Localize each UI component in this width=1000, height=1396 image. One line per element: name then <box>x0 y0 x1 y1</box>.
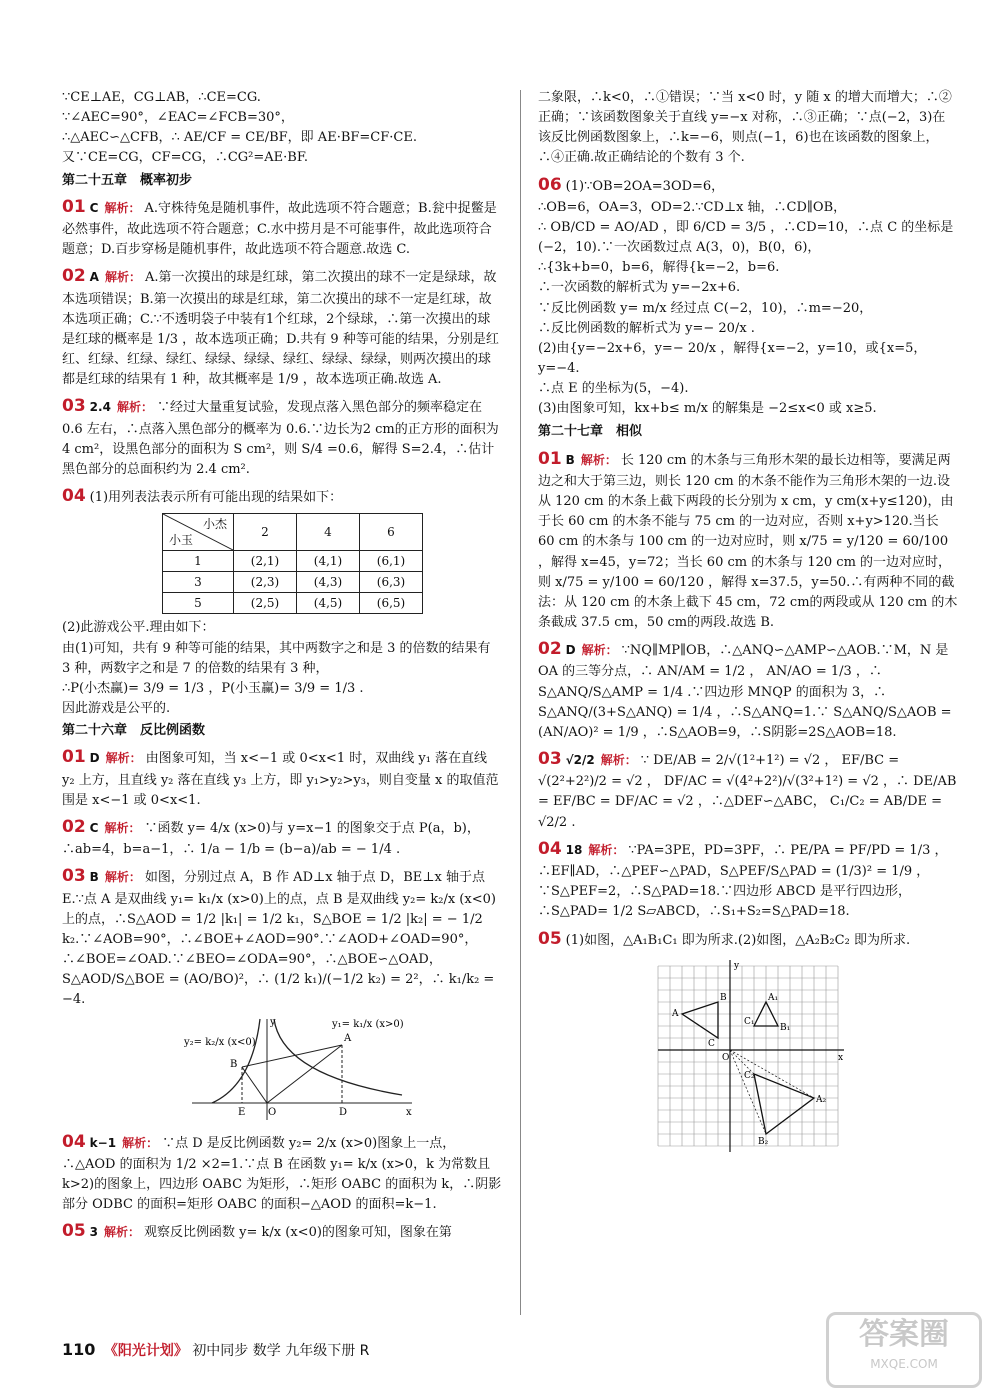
solution-line: (2)由{y=−2x+6，y=− 20/x ，解得{x=−2，y=10，或{x=5，y=−4. <box>538 340 927 377</box>
table-cell: (6,3) <box>360 572 423 593</box>
question-number: 02 <box>62 266 86 287</box>
answer: D <box>89 751 100 766</box>
solution-text: A.守株待兔是随机事件，故此选项不符合题意；B.瓮中捉鳖是必然事件，故此选项不符合题意；C.水中捞月是不可能事件，故此选项符合题意；D.百步穿杨是随机事件，故此选项不符合题意.故选 C. <box>62 200 497 258</box>
analysis-label: 解析： <box>104 200 141 215</box>
question-25-04 <box>62 483 502 509</box>
origin-label: O <box>268 1106 277 1118</box>
point-A-label: A <box>344 1032 352 1044</box>
y-axis-label: y <box>734 960 740 971</box>
question-26-05 <box>62 1218 502 1244</box>
origin-label: O <box>722 1052 730 1063</box>
x-axis-label: x <box>406 1106 412 1118</box>
q5-continued: 二象限，∴k<0，∴①错误；∵当 x<0 时，y 随 x 的增大而增大；∴②正确；∵该函数图象关于直线 y=−x 对称，∴③正确；∵点(−2，3)在该反比例函数图象上，∴k=−6，则点(−1，6)也在该函数的图象上，∴④正确.故正确结论的个数有 3 个. <box>538 90 952 166</box>
solution-text: 长 120 cm 的木条与三角形木架的最长边相等，要满足两边之和大于第三边，则长 120 cm 的木条不能作为三角形木架的一边.设从 120 cm 的木条上截下两段的长分别为 x cm，y cm(x+y≤120)，由于长 60 cm 的木条不能与 75 cm 的一边对应，否则 x+y>120.当长 60 cm 的木条与 100 cm 的一边对应时，则 x/75 = y/120 = 60/100 ，解得 x=45，y=72；当长 60 cm 的木条与 120 cm 的一边对应时，则 x/75 = y/100 = 60/120 ，解得 x=37.5，y=50.∴有两种不同的截法：从 120 cm 的木条上截下 45 cm，72 cm的两段或从 120 cm 的木条截成 37.5 cm，50 cm的两段.故选 B. <box>538 452 958 630</box>
solution-line: ∴{3k+b=0，b=6，解得{k=−2，b=6. <box>538 260 780 276</box>
grid-lines <box>658 966 838 1146</box>
answer: B <box>565 452 575 467</box>
solution-line: (1)∵OB=2OA=3OD=6， <box>565 178 725 194</box>
point-A1-label: A₁ <box>768 992 779 1003</box>
answer: C <box>89 820 99 835</box>
analysis-label: 解析： <box>581 643 618 658</box>
question-number: 01 <box>62 196 86 217</box>
solution-line: (3)由图象可知，kx+b≤ m/x 的解集是 −2≤x<0 或 x≥5. <box>538 401 877 417</box>
column-header: 4 <box>297 514 360 551</box>
watermark-url: MXQE.COM <box>870 1357 938 1371</box>
question-number: 01 <box>62 747 86 768</box>
table-cell: (4,1) <box>297 551 360 572</box>
analysis-label: 解析： <box>105 751 142 766</box>
right-column <box>538 88 958 1156</box>
corner-top-label: 小杰 <box>202 517 227 532</box>
table-cell: (6,5) <box>360 593 423 614</box>
table-cell: (6,1) <box>360 551 423 572</box>
point-B1-label: B₁ <box>780 1022 791 1033</box>
left-column <box>62 88 502 1248</box>
question-25-01 <box>62 194 502 261</box>
point-B-label: B <box>230 1058 238 1070</box>
brand-name: 《阳光计划》 <box>103 1343 188 1359</box>
column-header: 2 <box>234 514 297 551</box>
answer: D <box>565 643 576 658</box>
intro-line: ∵CE⊥AE，CG⊥AB，∴CE=CG. <box>62 90 261 105</box>
solution-text: A.第一次摸出的球是红球，第二次摸出的球不一定是绿球，故本选项错误；B.第一次摸出的球是红球，第二次摸出的球不一定是红球，故本选项正确；C.∵不透明袋子中装有1个红球，2个绿球，∴第一次摸出的球是红球的概率是 1/3 ，故本选项正确；D.共有 9 种等可能的结果，分别是红红、红绿、红绿、绿红、绿绿、绿绿、绿红、绿绿、绿绿，则两次摸出的球都是红球的结果有 1 种，故其概率是 1/9 ，故本选项正确.故选 A. <box>62 270 499 388</box>
solution-line: ∵反比例函数 y= m/x 经过点 C(−2，10)，∴m=−20， <box>538 300 873 316</box>
question-number: 04 <box>62 1131 86 1152</box>
answer: 3 <box>89 1225 99 1240</box>
answer: C <box>89 200 99 215</box>
point-C-label: C <box>708 1038 715 1049</box>
analysis-label: 解析： <box>104 1225 141 1240</box>
chapter-26-heading: 第二十六章 反比例函数 <box>62 723 206 739</box>
solution-text: (1)如图，△A₁B₁C₁ 即为所求.(2)如图，△A₂B₂C₂ 即为所求. <box>565 932 911 948</box>
solution-text: ∵ DE/AB = 2/√(1²+1²) = √2 ， EF/BC = √(2²+2²)/2 = √2 ， DF/AC = √(4²+2²)/√(3²+1²) = √2 ，∴ DE/AB = EF/BC = DF/AC = √2 ，∴△DEF∽△ABC， C₁/C₂ = AB/DE = √2/2 . <box>538 752 957 830</box>
corner-bottom-label: 小玉 <box>169 532 194 547</box>
column-header: 6 <box>360 514 423 551</box>
table-cell: (4,5) <box>297 593 360 614</box>
question-26-03 <box>62 863 502 1010</box>
table-row <box>163 551 423 572</box>
point-C1-label: C₁ <box>744 1016 755 1027</box>
solution-text: 观察反比例函数 y= k/x (x<0)的图象可知，图象在第 <box>144 1225 452 1241</box>
analysis-label: 解析： <box>116 400 153 415</box>
dilation-rays <box>730 1050 814 1134</box>
question-26-02 <box>62 814 502 860</box>
q4-line: 因此游戏是公平的. <box>62 701 171 717</box>
question-number: 04 <box>62 486 86 507</box>
solution-line: ∴OB=6，OA=3，OD=2.∵CD⊥x 轴，∴CD∥OB， <box>538 199 847 215</box>
analysis-label: 解析： <box>600 752 637 767</box>
q4-line: 由(1)可知，共有 9 种等可能的结果，其中两数字之和是 3 的倍数的结果有 3 种，两数字之和是 7 的倍数的结果有 3 种， <box>62 640 491 676</box>
point-A2-label: A₂ <box>816 1094 827 1105</box>
solution-line: ∴点 E 的坐标为(5，−4). <box>538 381 689 397</box>
analysis-label: 解析： <box>104 870 141 885</box>
page-footer <box>62 1338 369 1363</box>
table-corner-cell <box>163 514 234 551</box>
intro-line: ∴△AEC∽△CFB，∴ AE/CF = CE/BF，即 AE·BF=CF·CE. <box>62 130 417 146</box>
row-header: 5 <box>163 593 234 614</box>
point-A-label: A <box>672 1008 679 1019</box>
question-26-01 <box>62 744 502 811</box>
table-cell: (2,3) <box>234 572 297 593</box>
table-cell: (2,1) <box>234 551 297 572</box>
solution-line: ∴反比例函数的解析式为 y=− 20/x . <box>538 320 755 336</box>
triangle-ABC <box>682 1002 718 1038</box>
question-number: 03 <box>62 396 86 417</box>
question-25-03 <box>62 393 502 480</box>
point-C2-label: C₂ <box>744 1070 755 1081</box>
grid-figure <box>648 956 848 1156</box>
triangle-A2B2C2 <box>754 1074 814 1134</box>
solution-text: ∵经过大量重复试验，发现点落入黑色部分的频率稳定在 0.6 左右，∴点落入黑色部分的概率为 0.6.∵边长为2 cm的正方形的面积为 4 cm²，设黑色部分的面积为 S cm²，则 S/4 =0.6，解得 S=2.4，∴估计黑色部分的总面积约为 2.4 cm². <box>62 400 499 477</box>
answer: A <box>89 270 99 285</box>
analysis-label: 解析： <box>122 1135 159 1150</box>
question-27-02 <box>538 636 958 743</box>
solution-text: 由图象可知，当 x<−1 或 0<x<1 时，双曲线 y₁ 落在直线 y₂ 上方，且直线 y₂ 落在直线 y₃ 上方，即 y₁>y₂>y₃，则自变量 x 的取值范围是 x<−1 或 0<x<1. <box>62 751 499 808</box>
watermark-text: 答案圈 <box>859 1317 949 1352</box>
row-header: 3 <box>163 572 234 593</box>
analysis-label: 解析： <box>580 452 617 467</box>
column-divider <box>520 90 521 1315</box>
point-D-label: D <box>339 1106 348 1118</box>
question-number: 05 <box>62 1221 86 1242</box>
solution-line: ∴ OB/CD = AO/AD ，即 6/CD = 3/5 ，∴CD=10，∴点 C 的坐标是(−2，10).∵一次函数过点 A(3，0)，B(0，6)， <box>538 220 954 256</box>
point-B2-label: B₂ <box>758 1136 769 1147</box>
table-cell: (4,3) <box>297 572 360 593</box>
y-axis-label: y <box>270 1016 276 1028</box>
left-curve-label: y₂= k₂/x (x<0) <box>184 1036 256 1048</box>
solution-text: ∵PA=3PE，PD=3PF，∴ PE/PA = PF/PD = 1/3 ，∴EF∥AD，∴△PEF∽△PAD，S△PEF/S△PAD = (1/3)² = 1/9 ，∵S△PEF=2，∴S△PAD=18.∵四边形 ABCD 是平行四边形，∴S△PAD= 1/2 S▱ABCD，∴S₁+S₂=S△PAD=18. <box>538 842 948 920</box>
question-number: 01 <box>538 448 562 469</box>
book-title: 初中同步 数学 九年级下册 R <box>192 1343 370 1359</box>
q4-line: (2)此游戏公平.理由如下： <box>62 620 215 636</box>
answer: 2.4 <box>89 400 111 415</box>
question-number: 06 <box>538 174 562 195</box>
answer: B <box>89 870 99 885</box>
solution-text: ∵点 D 是反比例函数 y₂= 2/x (x>0)图象上一点，∴△AOD 的面积为 1/2 ×2=1.∵点 B 在函数 y₁= k/x (x>0，k 为常数且 k>2)的图象上，四边形 OABC 为矩形，∴矩形 OABC 的面积为 k，∴阴影部分 ODBC 的面积=矩形 OABC 的面积−△AOD 的面积=k−1. <box>62 1135 502 1213</box>
solution-text: 如图，分别过点 A，B 作 AD⊥x 轴于点 D，BE⊥x 轴于点 E.∵点 A 是双曲线 y₁= k₁/x (x>0)上的点，点 B 是双曲线 y₂= k₂/x (x<0)上的点，∴S△AOD = 1/2 |k₁| = 1/2 k₁，S△BOE = 1/2 |k₂| = − 1/2 k₂.∵∠AOB=90°，∴∠BOE+∠AOD=90°.∵∠AOD+∠OAD=90°，∴∠BOE=∠OAD.∵∠BEO=∠ODA=90°，∴△BOE∽△OAD，S△AOD/S△BOE = (AO/BO)²，∴ (1/2 k₁)/(−1/2 k₂) = 2²，∴ k₁/k₂ = −4. <box>62 870 496 1008</box>
question-27-05 <box>538 926 958 952</box>
page-number: 110 <box>62 1340 96 1359</box>
watermark-logo <box>826 1312 982 1388</box>
q4-line: ∴P(小杰赢)= 3/9 = 1/3 ，P(小玉赢)= 3/9 = 1/3 . <box>62 680 364 696</box>
solution-line: ∴一次函数的解析式为 y=−2x+6. <box>538 280 741 296</box>
row-header: 1 <box>163 551 234 572</box>
solution-text: (1)用列表法表示所有可能出现的结果如下： <box>89 490 343 506</box>
analysis-label: 解析： <box>588 842 625 857</box>
right-curve-label: y₁= k₁/x (x>0) <box>332 1018 404 1030</box>
table-row <box>163 593 423 614</box>
x-axis-label: x <box>838 1052 844 1063</box>
solution-text: ∵NQ∥MP∥OB，∴△ANQ∽△AMP∽△AOB.∵M，N 是 OA 的三等分点，∴ AN/AM = 1/2 ， AN/AO = 1/3 ，∴ S△ANQ/S△AMP = 1/4 .∵四边形 MNQP 的面积为 3，∴ S△ANQ/(3+S△ANQ) = 1/4 ，∴S△ANQ=1.∵ S△ANQ/S△AOB = (AN/AO)² = 1/9 ，∴S△AOB=9，∴S阴影=2S△AOB=18. <box>538 643 952 740</box>
chapter-25-heading: 第二十五章 概率初步 <box>62 172 193 188</box>
question-number: 02 <box>62 816 86 837</box>
point-B-label: B <box>720 992 727 1003</box>
answer: 18 <box>565 842 583 857</box>
question-26-06 <box>538 172 958 420</box>
answer: √2/2 <box>565 752 595 767</box>
right-hyperbola <box>274 1019 402 1095</box>
question-25-02 <box>62 263 502 390</box>
question-27-01 <box>538 446 958 633</box>
analysis-label: 解析： <box>104 270 141 285</box>
question-number: 03 <box>62 866 86 887</box>
solution-text: ∵函数 y= 4/x (x>0)与 y=x−1 的图象交于点 P(a，b)，∴ab=4，b=a−1，∴ 1/a − 1/b = (b−a)/ab = − 1/4 . <box>62 820 480 858</box>
point-E-label: E <box>238 1106 246 1118</box>
outcome-table <box>162 513 423 614</box>
question-number: 03 <box>538 748 562 769</box>
question-27-03 <box>538 746 958 833</box>
chapter-27-heading: 第二十七章 相似 <box>538 424 643 440</box>
intro-line: ∵∠AEC=90°，∠EAC=∠FCB=30°， <box>62 110 294 126</box>
question-27-04 <box>538 836 958 923</box>
table-cell: (2,5) <box>234 593 297 614</box>
table-row <box>163 572 423 593</box>
question-number: 02 <box>538 639 562 660</box>
hyperbola-graph <box>182 1015 482 1125</box>
question-26-04 <box>62 1129 502 1216</box>
question-number: 05 <box>538 928 562 949</box>
analysis-label: 解析： <box>104 820 141 835</box>
question-number: 04 <box>538 838 562 859</box>
intro-line: 又∵CE=CG，CF=CG，∴CG²=AE·BF. <box>62 150 308 166</box>
answer: k−1 <box>89 1135 117 1150</box>
